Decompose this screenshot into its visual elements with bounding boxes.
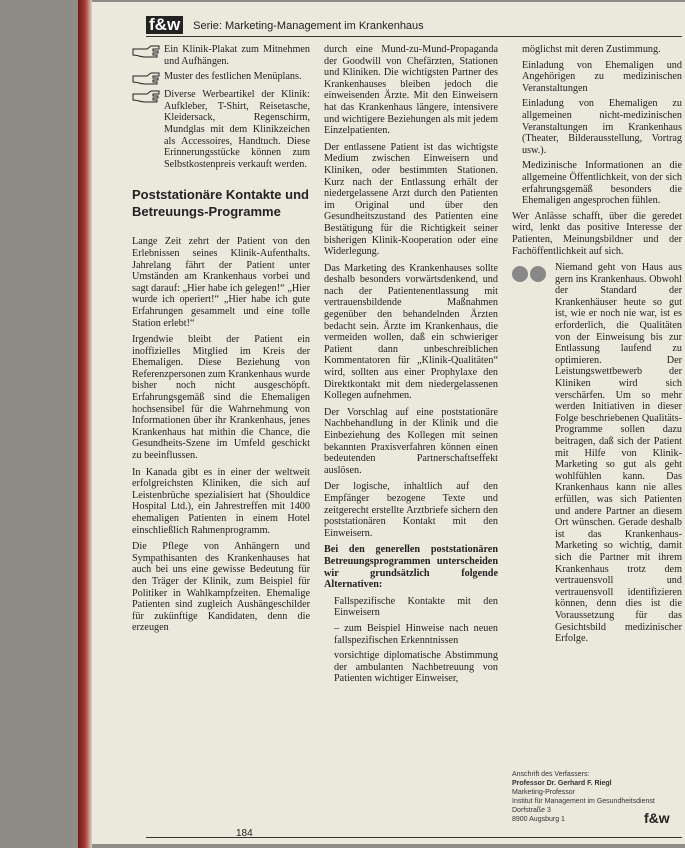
- pointing-hand-icon: [132, 44, 160, 58]
- list-item: Medizinische Informationen an die allgemeine Öffentlichkeit, von der sich erfahrungsgemäß besonders die Ehemaligen angesprochen fühlen.: [522, 160, 682, 207]
- paragraph: Irgendwie bleibt der Patient ein inoffizielles Mitglied im Kreis der Ehemaligen. Diese Beziehung von Referenzpersonen zum Krankenhaus wurde bisher noch nicht ausgeschöpft. Erfahrungsgemäß sind die Ehemaligen hochsensibel für die Wahrnehmung von Informationen über ihr Krankenhaus, jenes Krankenhaus hat mithin die Chance, die Gesundheits-Szene im Umfeld geschickt zu beeinflussen.: [132, 334, 310, 462]
- column-2: [324, 44, 498, 689]
- address-line: Dorfstraße 3: [512, 807, 551, 814]
- column-3: [512, 44, 682, 649]
- paragraph: Lange Zeit zehrt der Patient von den Erlebnissen seines Klinik-Aufenthalts. Jahrelang fährt der Patient unter Umständen am Krankenhaus vorbei und sagt darauf: „Hier habe ich gelegen!“ „Hier wurde ich operiert!“ „Hier habe ich gute Erfahrungen gesammelt und eine tolle Station erlebt!“: [132, 236, 310, 329]
- section-heading: Poststationäre Kontakte und Betreuungs-Programme: [132, 187, 309, 220]
- events-list: [512, 44, 682, 207]
- paragraph: Wer Anlässe schafft, über die geredet wird, lenkt das positive Interesse der Patienten, Meinungsbildner und der Fachöffentlichkeit auf sich.: [512, 210, 682, 257]
- page-header: [146, 12, 682, 37]
- list-item: [132, 89, 310, 170]
- address-line: Marketing-Professor: [512, 789, 576, 796]
- series-title: Serie: Marketing-Management im Krankenhaus: [193, 20, 424, 32]
- document-page: [92, 2, 685, 844]
- list-item-text: Ein Klinik-Plakat zum Mitnehmen und Aufhängen.: [164, 44, 310, 67]
- address-line: Anschrift des Verfassers:: [512, 771, 590, 778]
- paragraph: Das Marketing des Krankenhauses sollte deshalb besonders vorwärtsdenkend, und nach der Patientenentlassung mit vertrauensbildende Maßnahmen gegenüber den behandelnden Ärzten bedacht sein. Ärzte im Krankenhaus, die vermeiden wollen, daß ein schwieriger Patient dann unbeschreiblichen Kommentatoren für „Klinik-Qualitäten“ wird, sollten aus einer Prophylaxe den Direktkontakt mit dem niedergelassenen Kollegen aufnehmen.: [324, 262, 498, 402]
- alternatives-list: [324, 596, 498, 685]
- paragraph: Die Pflege von Anhängern und Sympathisanten des Krankenhauses hat auch bei uns eine gewisse Bedeutung für den Träger der Klinik, zum Beispiel für Politiker in Wahlkampfzeiten. Ehemalige Patienten sind zugleich Aushängeschilder für zukünftige Kandidaten, denn die erzeugen: [132, 541, 310, 634]
- paragraph: In Kanada gibt es in einer der weltweit erfolgreichsten Kliniken, die sich auf Leistenbrüche spezialisiert hat (Shouldice Hospital Ltd.), ein Jahrestreffen mit 1400 ehemaligen Patienten in einem Hotel einschließlich Rahmenprogramm.: [132, 466, 310, 536]
- address-line: Institut für Management im Gesundheitsdienst: [512, 798, 655, 805]
- pointing-hand-icon: [132, 89, 160, 103]
- quote-marks-icon: [512, 262, 552, 645]
- footer-logo: f&w: [644, 810, 670, 826]
- list-item: Einladung von Ehemaligen zu allgemeinen nicht-medizinischen Veranstaltungen im Krankenhaus (Theater, Bilderausstellung, Vortrag usw.).: [522, 98, 682, 156]
- paragraph: durch eine Mund-zu-Mund-Propaganda der Goodwill von Chefärzten, Stationen und Kliniken. Die wichtigsten Partner des Krankenhauses bleiben jedoch die einweisenden Ärzte. Mit den Einweisern hat das Krankenhaus längere, intensivere und wichtigere Beziehungen als mit jedem Einzelpatienten.: [324, 44, 498, 137]
- page-number: 184: [236, 828, 253, 839]
- list-item: Einladung von Ehemaligen und Angehörigen zu medizinischen Veranstaltungen: [522, 59, 682, 94]
- list-item: – zum Beispiel Hinweise nach neuen fallspezifischen Erkenntnissen: [334, 622, 498, 646]
- journal-logo: f&w: [146, 16, 183, 34]
- quote-text: Niemand geht von Haus aus gern ins Krankenhaus. Obwohl der Standard der Krankenhäuser heute so gut ist, wie er noch nie war, ist es erforderlich, die Qualitäten von der Einweisung bis zur Entlassung laufend zu optimieren. Der Leistungswettbewerb der Kliniken wird sich verschärfen. Um so mehr werden Initiativen in dieser Folge beschriebenen Qualitäts-Programme sollen dazu beitragen, daß sich der Patient mit Hilfe von Klinik-Marketing so gut als geht wohlfühlen kann. Das Krankenhaus kann nie alles erfüllen, was sich Patienten und andere Partner an diesem Ort wünschen. Gerade deshalb ist das Krankenhaus-Marketing so wichtig, damit sich die Partner mit ihrem Krankenhaus trotz dem vertrauensvoll und vertrauensvoll identifizieren können, denn dies ist die Voraussetzung für das Gesichtsbild medizinischer Erfolge.: [555, 262, 682, 645]
- bold-paragraph: Bei den generellen poststationären Betreuungsprogrammen unterscheiden wir grundsätzlich folgende Alternativen:: [324, 544, 498, 591]
- list-item: Fallspezifische Kontakte mit den Einweisern: [334, 595, 498, 619]
- book-spine-edge: [78, 0, 92, 848]
- footer-divider: [146, 837, 682, 838]
- column-1: [132, 44, 310, 639]
- paragraph: Der Vorschlag auf eine poststationäre Nachbehandlung in der Klinik und die Einbeziehung des Kollegen mit seinen bekannten Praxisverfahren können einen bedeutenden Partnerschaftseffekt auslösen.: [324, 406, 498, 476]
- list-item: möglichst mit deren Zustimmung.: [522, 44, 661, 55]
- list-item-text: Muster des festlichen Menüplans.: [164, 71, 302, 83]
- paragraph: Der logische, inhaltlich auf den Empfänger bezogene Texte und zeitgerecht erstellte Arztbriefe sichern den poststationären Kontakt mit den Einweisern.: [324, 481, 498, 539]
- pull-quote: [512, 262, 682, 645]
- pointing-hand-icon: [132, 71, 160, 85]
- list-item: [132, 71, 310, 85]
- address-line: 8900 Augsburg 1: [512, 816, 565, 823]
- list-item: vorsichtige diplomatische Abstimmung der ambulanten Nachbetreuung von Patienten wichtiger Einweiser,: [334, 650, 498, 685]
- list-item: [132, 44, 310, 67]
- paragraph: Der entlassene Patient ist das wichtigste Medium zwischen Einweisern und Kliniken, oder bestimmten Stationen. Kurz nach der Entlassung erhält der niedergelassene Arzt durch den Patienten im Original und über den Gesundheitszustand des Patienten eine Bestätigung für die Richtigkeit seiner bisherigen Klinik-Kooperation oder eine Widerlegung.: [324, 141, 498, 258]
- list-item-text: Diverse Werbeartikel der Klinik: Aufkleber, T-Shirt, Reisetasche, Kleidersack, Regenschirm, Mundglas mit dem Klinikzeichen als Accessoires, Handtuch. Diese Erinnerungsstücke können zum Selbstkostenpreis verkauft werden.: [164, 89, 310, 170]
- address-line: Professor Dr. Gerhard F. Riegl: [512, 780, 612, 787]
